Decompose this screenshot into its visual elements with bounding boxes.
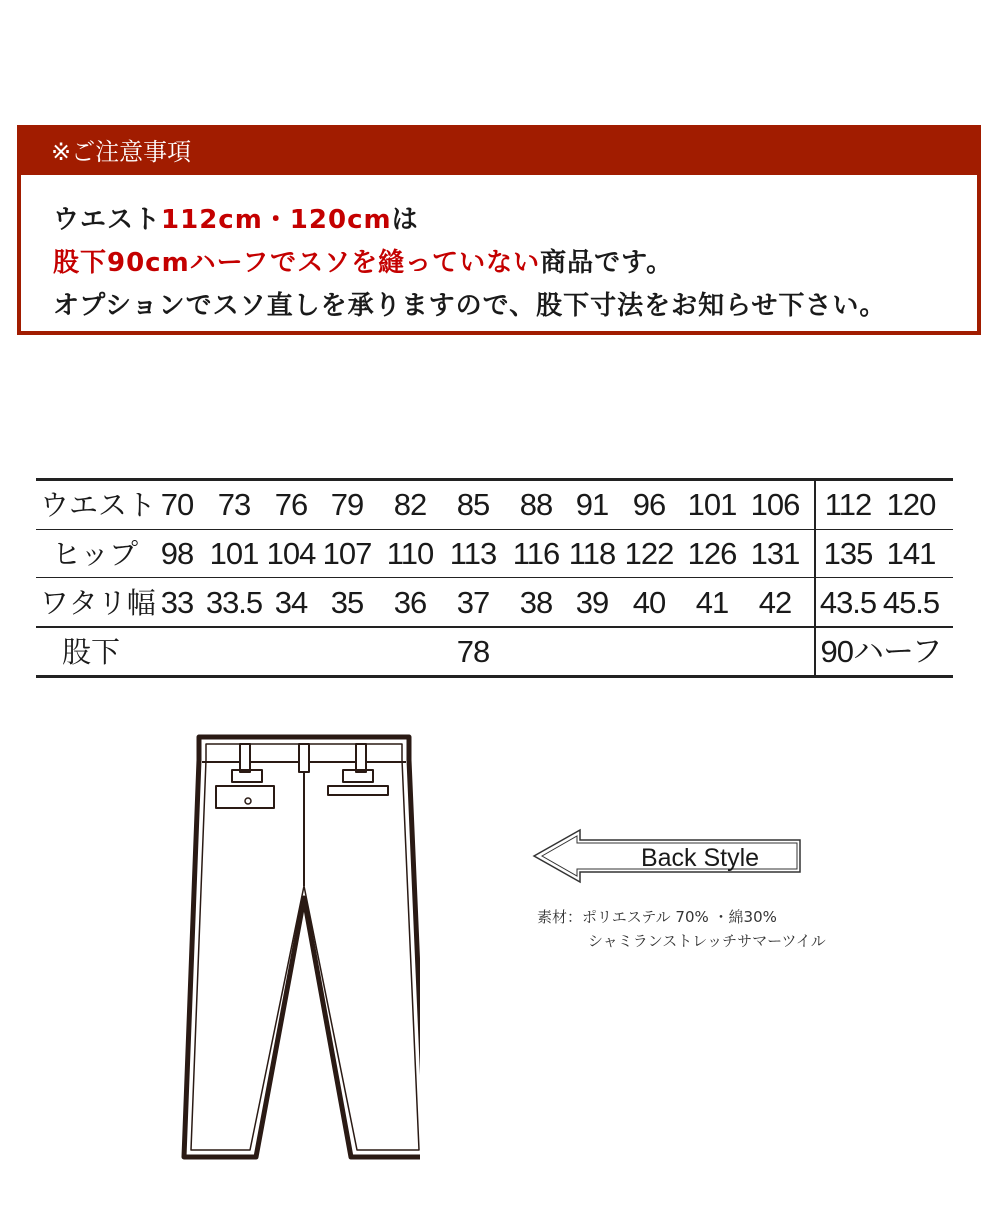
notice-line-1-c: は — [391, 205, 419, 235]
notice-line-1-a: ウエスト — [53, 205, 162, 235]
notice-title: ※ご注意事項 — [21, 129, 977, 175]
hip-value-cell: 101 — [209, 536, 259, 571]
thigh-value-cell: 39 — [575, 585, 609, 620]
hip-value-cell: 126 — [687, 536, 737, 571]
waist-value-cell: 88 — [519, 487, 553, 522]
inseam-value: 78 — [456, 634, 490, 669]
waist-value-cell: 96 — [632, 487, 666, 522]
waist-value-cell: 106 — [750, 487, 800, 522]
waist-value-cell: 91 — [575, 487, 609, 522]
notice-line-1-sizes: 112cm・120cm — [161, 205, 392, 235]
waist-value-cell: 112 — [824, 487, 872, 522]
waist-value-cell: 70 — [160, 487, 194, 522]
notice-line-2-warning: 股下90cmハーフでスソを縫っていない — [53, 248, 541, 278]
waist-value-cell: 73 — [217, 487, 251, 522]
thigh-value-cell: 36 — [393, 585, 427, 620]
row-label-thigh: ワタリ幅 — [40, 586, 156, 620]
notice-line-2 — [53, 242, 673, 279]
notice-line-2-b: 商品です。 — [540, 248, 674, 278]
thigh-value-cell: 37 — [456, 585, 490, 620]
waist-value-cell: 85 — [456, 487, 490, 522]
table-column-divider — [814, 478, 816, 678]
thigh-value-cell: 35 — [330, 585, 364, 620]
waist-value-cell: 120 — [886, 487, 936, 522]
hip-value-cell: 135 — [823, 536, 873, 571]
material-info — [537, 905, 826, 953]
hip-value-cell: 122 — [624, 536, 674, 571]
hip-value-cell: 131 — [750, 536, 800, 571]
row-label-waist: ウエスト — [40, 488, 157, 522]
back-style-label: Back Style — [640, 844, 760, 872]
thigh-value-cell: 33 — [160, 585, 194, 620]
thigh-value-cell: 38 — [519, 585, 553, 620]
size-table — [36, 478, 953, 678]
row-label-inseam: 股下 — [62, 635, 121, 669]
thigh-value-cell: 42 — [758, 585, 792, 620]
hip-value-cell: 118 — [568, 536, 616, 571]
hip-value-cell: 107 — [322, 536, 372, 571]
hip-value-cell: 98 — [160, 536, 194, 571]
hip-value-cell: 110 — [386, 536, 434, 571]
thigh-value-cell: 34 — [274, 585, 308, 620]
waist-value-cell: 101 — [687, 487, 737, 522]
waist-value-cell: 79 — [330, 487, 364, 522]
thigh-value-cell: 41 — [695, 585, 729, 620]
thigh-value-cell: 45.5 — [882, 585, 940, 620]
notice-box — [17, 125, 981, 335]
hip-value-cell: 116 — [512, 536, 560, 571]
waist-value-cell: 76 — [274, 487, 308, 522]
thigh-value-cell: 43.5 — [819, 585, 877, 620]
material-fabric-name: シャミランストレッチサマーツイル — [588, 932, 826, 950]
notice-line-1 — [53, 199, 419, 236]
hip-value-cell: 113 — [449, 536, 497, 571]
pants-back-illustration — [160, 720, 420, 1170]
inseam-half-value: 90ハーフ — [820, 634, 942, 669]
hip-value-cell: 104 — [266, 536, 316, 571]
waist-value-cell: 82 — [393, 487, 427, 522]
material-composition: 素材：ポリエステル 70% ・綿30% — [537, 908, 777, 926]
notice-line-3: オプションでスソ直しを承りますので、股下寸法をお知らせ下さい。 — [53, 291, 887, 321]
thigh-value-cell: 33.5 — [205, 585, 263, 620]
hip-value-cell: 141 — [886, 536, 936, 571]
row-label-hip: ヒップ — [52, 537, 139, 571]
thigh-value-cell: 40 — [632, 585, 666, 620]
